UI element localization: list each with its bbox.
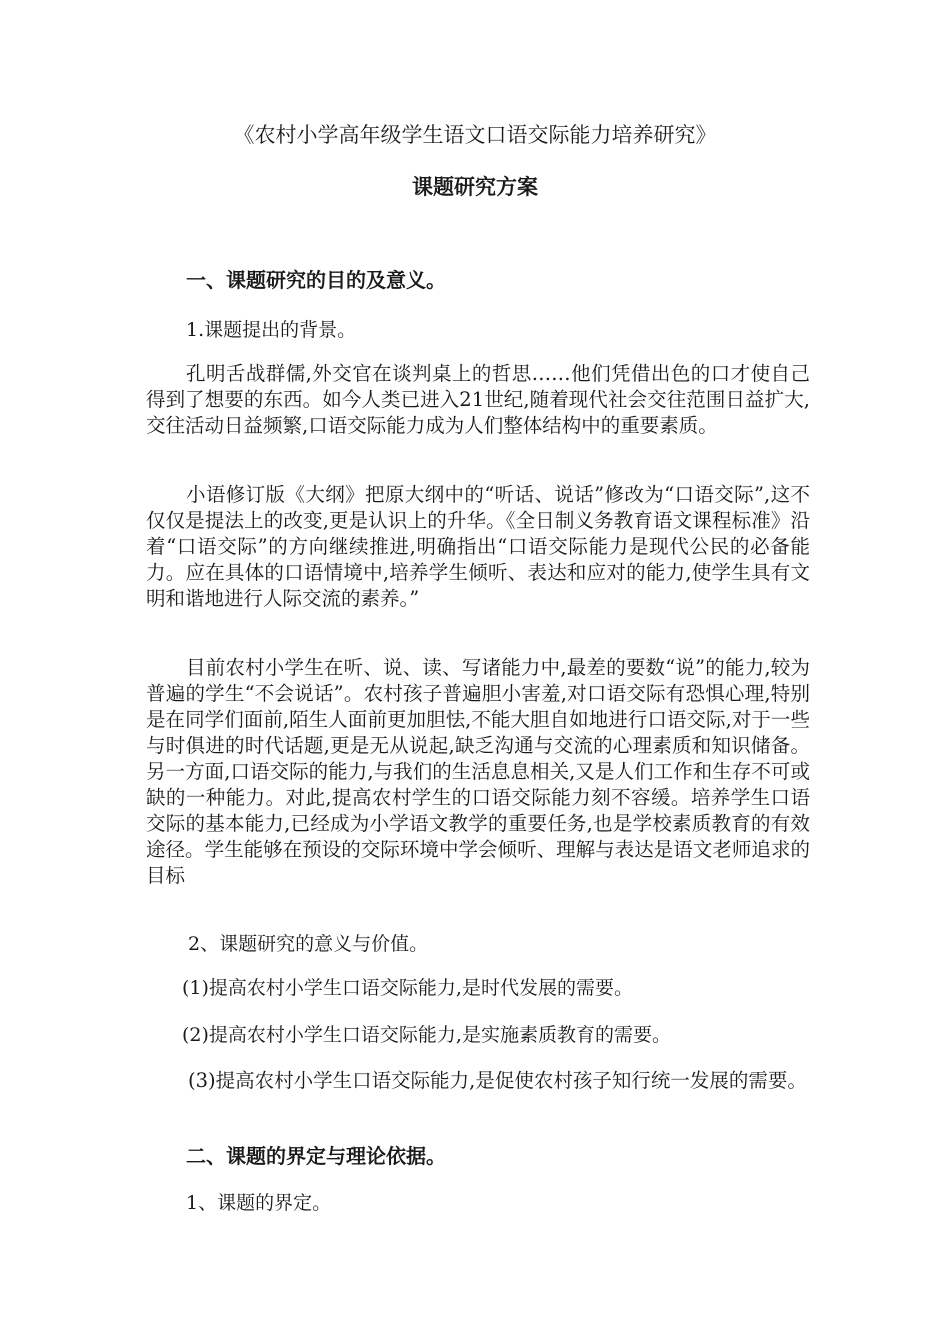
point-3: (3)提高农村小学生口语交际能力,是促使农村孩子知行统一发展的需要。 xyxy=(188,1069,807,1092)
subheading-background: 1.课题提出的背景。 xyxy=(186,319,357,341)
subheading-significance: 2、课题研究的意义与价值。 xyxy=(188,933,429,955)
paragraph-curriculum: 小语修订版《大纲》把原大纲中的“听话、说话”修改为“口语交际”,这不仅仅是提法上的改变,更是认识上的升华。《全日制义务教育语文课程标准》沿着“口语交际”的方向继续推进,明确指出“口语交际能力是现代公民的必备能力。应在具体的口语情境中,培养学生倾听、表达和应对的能力,使学生具有文明和谐地进行人际交流的素养。” xyxy=(146,483,810,610)
point-2: (2)提高农村小学生口语交际能力,是实施素质教育的需要。 xyxy=(182,1024,671,1046)
point-1: (1)提高农村小学生口语交际能力,是时代发展的需要。 xyxy=(182,977,633,999)
document-subtitle: 课题研究方案 xyxy=(412,174,538,199)
paragraph-current-situation: 目前农村小学生在听、说、读、写诸能力中,最差的要数“说”的能力,较为普遍的学生“不会说话”。农村孩子普遍胆小害羞,对口语交际有恐惧心理,特别是在同学们面前,陌生人面前更加胆怯,不能大胆自如地进行口语交际,对于一些与时俱进的时代话题,更是无从说起,缺乏沟通与交流的心理素质和知识储备。另一方面,口语交际的能力,与我们的生活息息相关,又是人们工作和生存不可或缺的一种能力。对此,提高农村学生的口语交际能力刻不容缓。培养学生口语交际的基本能力,已经成为小学语文教学的重要任务,也是学校素质教育的有效途径。学生能够在预设的交际环境中学会倾听、理解与表达是语文老师追求的目标 xyxy=(146,656,810,887)
section-heading-2: 二、课题的界定与理论依据。 xyxy=(186,1144,446,1168)
document-title: 《农村小学高年级学生语文口语交际能力培养研究》 xyxy=(233,123,717,147)
section-heading-1: 一、课题研究的目的及意义。 xyxy=(186,268,446,292)
subheading-definition: 1、课题的界定。 xyxy=(186,1192,332,1214)
paragraph-background: 孔明舌战群儒,外交官在谈判桌上的哲思……他们凭借出色的口才使自己得到了想要的东西。如今人类已进入21世纪,随着现代社会交往范围日益扩大,交往活动日益频繁,口语交际能力成为人们整体结构中的重要素质。 xyxy=(146,362,810,437)
